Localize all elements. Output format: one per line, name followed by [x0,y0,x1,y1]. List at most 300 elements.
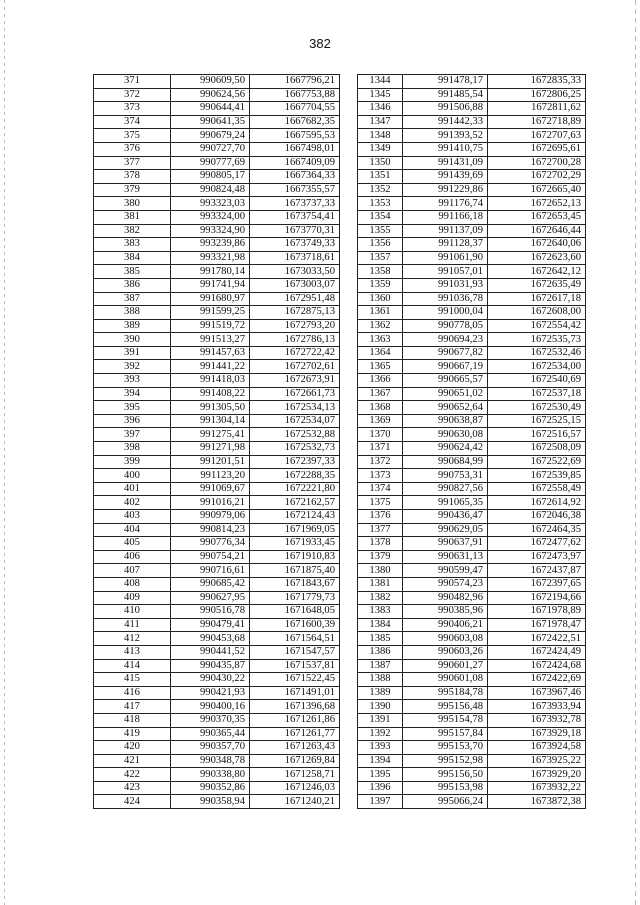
x-coordinate-cell: 991439,69 [403,170,488,184]
column-separator [340,142,358,156]
point-number-cell: 396 [94,414,171,428]
point-number-cell: 1363 [358,333,403,347]
y-coordinate-cell: 1672652,13 [488,197,586,211]
x-coordinate-cell: 991036,78 [403,292,488,306]
x-coordinate-cell: 990630,08 [403,428,488,442]
point-number-cell: 388 [94,306,171,320]
y-coordinate-cell: 1671978,89 [488,605,586,619]
y-coordinate-cell: 1671491,01 [250,686,340,700]
x-coordinate-cell: 991506,88 [403,102,488,116]
table-row [94,387,586,401]
column-separator [340,102,358,116]
point-number-cell: 1388 [358,673,403,687]
column-separator [340,605,358,619]
point-number-cell: 392 [94,360,171,374]
y-coordinate-cell: 1672673,91 [250,374,340,388]
y-coordinate-cell: 1673924,58 [488,741,586,755]
point-number-cell: 385 [94,265,171,279]
column-separator [340,333,358,347]
y-coordinate-cell: 1667595,53 [250,129,340,143]
x-coordinate-cell: 990482,96 [403,591,488,605]
x-coordinate-cell: 991031,93 [403,278,488,292]
column-separator [340,306,358,320]
table-row [94,265,586,279]
x-coordinate-cell: 990624,42 [403,442,488,456]
y-coordinate-cell: 1672046,38 [488,510,586,524]
point-number-cell: 1357 [358,251,403,265]
x-coordinate-cell: 990824,48 [171,183,250,197]
x-coordinate-cell: 990609,50 [171,75,250,89]
y-coordinate-cell: 1673770,31 [250,224,340,238]
table-row [94,455,586,469]
point-number-cell: 1369 [358,414,403,428]
y-coordinate-cell: 1672516,57 [488,428,586,442]
point-number-cell: 1376 [358,510,403,524]
column-separator [340,618,358,632]
x-coordinate-cell: 991485,54 [403,88,488,102]
x-coordinate-cell: 990370,35 [171,713,250,727]
point-number-cell: 1386 [358,645,403,659]
point-number-cell: 377 [94,156,171,170]
x-coordinate-cell: 991441,22 [171,360,250,374]
column-separator [340,523,358,537]
point-number-cell: 401 [94,482,171,496]
column-separator [340,238,358,252]
table-row [94,741,586,755]
column-separator [340,591,358,605]
table-row [94,754,586,768]
y-coordinate-cell: 1672508,09 [488,442,586,456]
column-separator [340,346,358,360]
y-coordinate-cell: 1671779,73 [250,591,340,605]
x-coordinate-cell: 991305,50 [171,401,250,415]
y-coordinate-cell: 1672162,57 [250,496,340,510]
y-coordinate-cell: 1673933,94 [488,700,586,714]
y-coordinate-cell: 1672288,35 [250,469,340,483]
table-row [94,374,586,388]
x-coordinate-cell: 991513,27 [171,333,250,347]
x-coordinate-cell: 991680,97 [171,292,250,306]
table-row [94,537,586,551]
point-number-cell: 386 [94,278,171,292]
y-coordinate-cell: 1673737,33 [250,197,340,211]
point-number-cell: 1359 [358,278,403,292]
y-coordinate-cell: 1672623,60 [488,251,586,265]
point-number-cell: 391 [94,346,171,360]
point-number-cell: 1345 [358,88,403,102]
x-coordinate-cell: 995156,48 [403,700,488,714]
point-number-cell: 1385 [358,632,403,646]
y-coordinate-cell: 1673929,18 [488,727,586,741]
column-separator [340,781,358,795]
x-coordinate-cell: 990421,93 [171,686,250,700]
x-coordinate-cell: 990601,27 [403,659,488,673]
x-coordinate-cell: 990776,34 [171,537,250,551]
x-coordinate-cell: 990479,41 [171,618,250,632]
point-number-cell: 376 [94,142,171,156]
point-number-cell: 414 [94,659,171,673]
point-number-cell: 420 [94,741,171,755]
table-row [94,414,586,428]
y-coordinate-cell: 1672532,73 [250,442,340,456]
y-coordinate-cell: 1672695,61 [488,142,586,156]
x-coordinate-cell: 990357,70 [171,741,250,755]
point-number-cell: 379 [94,183,171,197]
y-coordinate-cell: 1672397,33 [250,455,340,469]
x-coordinate-cell: 990716,61 [171,564,250,578]
y-coordinate-cell: 1672554,42 [488,319,586,333]
x-coordinate-cell: 991741,94 [171,278,250,292]
point-number-cell: 411 [94,618,171,632]
y-coordinate-cell: 1667409,09 [250,156,340,170]
x-coordinate-cell: 991016,21 [171,496,250,510]
x-coordinate-cell: 990603,08 [403,632,488,646]
column-separator [340,632,358,646]
point-number-cell: 1361 [358,306,403,320]
x-coordinate-cell: 991057,01 [403,265,488,279]
point-number-cell: 1394 [358,754,403,768]
point-number-cell: 372 [94,88,171,102]
table-row [94,442,586,456]
y-coordinate-cell: 1671261,86 [250,713,340,727]
y-coordinate-cell: 1673929,20 [488,768,586,782]
y-coordinate-cell: 1672539,85 [488,469,586,483]
y-coordinate-cell: 1667704,55 [250,102,340,116]
point-number-cell: 1374 [358,482,403,496]
x-coordinate-cell: 990753,31 [403,469,488,483]
x-coordinate-cell: 995153,70 [403,741,488,755]
point-number-cell: 384 [94,251,171,265]
point-number-cell: 1395 [358,768,403,782]
point-number-cell: 1355 [358,224,403,238]
column-separator [340,768,358,782]
x-coordinate-cell: 990624,56 [171,88,250,102]
y-coordinate-cell: 1671843,67 [250,577,340,591]
x-coordinate-cell: 990338,80 [171,768,250,782]
x-coordinate-cell: 991166,18 [403,210,488,224]
x-coordinate-cell: 991128,37 [403,238,488,252]
y-coordinate-cell: 1672424,68 [488,659,586,673]
y-coordinate-cell: 1673925,22 [488,754,586,768]
table-row [94,469,586,483]
x-coordinate-cell: 990637,91 [403,537,488,551]
x-coordinate-cell: 990652,64 [403,401,488,415]
x-coordinate-cell: 991201,51 [171,455,250,469]
table-row [94,645,586,659]
point-number-cell: 1364 [358,346,403,360]
y-coordinate-cell: 1672718,89 [488,115,586,129]
point-number-cell: 402 [94,496,171,510]
y-coordinate-cell: 1672700,28 [488,156,586,170]
point-number-cell: 1392 [358,727,403,741]
x-coordinate-cell: 990677,82 [403,346,488,360]
y-coordinate-cell: 1672534,07 [250,414,340,428]
y-coordinate-cell: 1672532,88 [250,428,340,442]
point-number-cell: 381 [94,210,171,224]
column-separator [340,224,358,238]
table-row [94,156,586,170]
y-coordinate-cell: 1671648,05 [250,605,340,619]
y-coordinate-cell: 1667682,35 [250,115,340,129]
x-coordinate-cell: 990453,68 [171,632,250,646]
column-separator [340,197,358,211]
table-row [94,713,586,727]
y-coordinate-cell: 1671537,81 [250,659,340,673]
y-coordinate-cell: 1671875,40 [250,564,340,578]
x-coordinate-cell: 991176,74 [403,197,488,211]
point-number-cell: 417 [94,700,171,714]
table-row [94,632,586,646]
y-coordinate-cell: 1672707,63 [488,129,586,143]
column-separator [340,496,358,510]
y-coordinate-cell: 1672642,12 [488,265,586,279]
x-coordinate-cell: 993321,98 [171,251,250,265]
x-coordinate-cell: 990599,47 [403,564,488,578]
y-coordinate-cell: 1673967,46 [488,686,586,700]
x-coordinate-cell: 991457,63 [171,346,250,360]
column-separator [340,374,358,388]
y-coordinate-cell: 1671910,83 [250,550,340,564]
column-separator [340,754,358,768]
y-coordinate-cell: 1672537,18 [488,387,586,401]
point-number-cell: 409 [94,591,171,605]
table-row [94,170,586,184]
x-coordinate-cell: 990400,16 [171,700,250,714]
y-coordinate-cell: 1672477,62 [488,537,586,551]
point-number-cell: 1366 [358,374,403,388]
point-number-cell: 400 [94,469,171,483]
point-number-cell: 1379 [358,550,403,564]
table-row [94,550,586,564]
point-number-cell: 405 [94,537,171,551]
y-coordinate-cell: 1673718,61 [250,251,340,265]
point-number-cell: 1378 [358,537,403,551]
column-separator [340,88,358,102]
y-coordinate-cell: 1672608,00 [488,306,586,320]
table-row [94,360,586,374]
column-separator [340,469,358,483]
x-coordinate-cell: 990827,56 [403,482,488,496]
point-number-cell: 389 [94,319,171,333]
y-coordinate-cell: 1672540,69 [488,374,586,388]
y-coordinate-cell: 1672646,44 [488,224,586,238]
x-coordinate-cell: 990358,94 [171,795,250,809]
point-number-cell: 418 [94,713,171,727]
x-coordinate-cell: 990435,87 [171,659,250,673]
column-separator [340,251,358,265]
x-coordinate-cell: 991780,14 [171,265,250,279]
y-coordinate-cell: 1672535,73 [488,333,586,347]
point-number-cell: 382 [94,224,171,238]
point-number-cell: 1372 [358,455,403,469]
x-coordinate-cell: 991137,09 [403,224,488,238]
x-coordinate-cell: 991123,20 [171,469,250,483]
point-number-cell: 404 [94,523,171,537]
x-coordinate-cell: 990574,23 [403,577,488,591]
x-coordinate-cell: 991408,22 [171,387,250,401]
x-coordinate-cell: 990665,57 [403,374,488,388]
table-row [94,564,586,578]
y-coordinate-cell: 1667364,33 [250,170,340,184]
point-number-cell: 1383 [358,605,403,619]
point-number-cell: 378 [94,170,171,184]
y-coordinate-cell: 1671240,21 [250,795,340,809]
table-row [94,319,586,333]
point-number-cell: 1347 [358,115,403,129]
column-separator [340,741,358,755]
x-coordinate-cell: 995157,84 [403,727,488,741]
x-coordinate-cell: 990352,86 [171,781,250,795]
point-number-cell: 1397 [358,795,403,809]
column-separator [340,210,358,224]
table-row [94,210,586,224]
column-separator [340,482,358,496]
y-coordinate-cell: 1672835,33 [488,75,586,89]
table-row [94,75,586,89]
x-coordinate-cell: 990629,05 [403,523,488,537]
y-coordinate-cell: 1673003,07 [250,278,340,292]
y-coordinate-cell: 1671269,84 [250,754,340,768]
x-coordinate-cell: 990436,47 [403,510,488,524]
table-row [94,496,586,510]
y-coordinate-cell: 1672635,49 [488,278,586,292]
x-coordinate-cell: 991410,75 [403,142,488,156]
x-coordinate-cell: 990441,52 [171,645,250,659]
point-number-cell: 1353 [358,197,403,211]
y-coordinate-cell: 1672534,00 [488,360,586,374]
point-number-cell: 1346 [358,102,403,116]
coordinates-table-body [94,75,586,809]
y-coordinate-cell: 1667796,21 [250,75,340,89]
y-coordinate-cell: 1671522,45 [250,673,340,687]
point-number-cell: 1371 [358,442,403,456]
y-coordinate-cell: 1671246,03 [250,781,340,795]
column-separator [340,659,358,673]
table-row [94,224,586,238]
table-row [94,673,586,687]
column-separator [340,795,358,809]
point-number-cell: 1365 [358,360,403,374]
table-row [94,197,586,211]
point-number-cell: 1391 [358,713,403,727]
x-coordinate-cell: 991275,41 [171,428,250,442]
point-number-cell: 374 [94,115,171,129]
point-number-cell: 415 [94,673,171,687]
y-coordinate-cell: 1671547,57 [250,645,340,659]
x-coordinate-cell: 990679,24 [171,129,250,143]
table-row [94,700,586,714]
column-separator [340,537,358,551]
point-number-cell: 1352 [358,183,403,197]
y-coordinate-cell: 1673754,41 [250,210,340,224]
point-number-cell: 1375 [358,496,403,510]
y-coordinate-cell: 1672124,43 [250,510,340,524]
y-coordinate-cell: 1672221,80 [250,482,340,496]
x-coordinate-cell: 990778,05 [403,319,488,333]
point-number-cell: 399 [94,455,171,469]
y-coordinate-cell: 1672558,49 [488,482,586,496]
column-separator [340,292,358,306]
column-separator [340,387,358,401]
y-coordinate-cell: 1672437,87 [488,564,586,578]
x-coordinate-cell: 990651,02 [403,387,488,401]
column-separator [340,713,358,727]
y-coordinate-cell: 1671396,68 [250,700,340,714]
x-coordinate-cell: 990603,26 [403,645,488,659]
x-coordinate-cell: 990638,87 [403,414,488,428]
page-number: 382 [309,36,331,51]
point-number-cell: 380 [94,197,171,211]
point-number-cell: 1390 [358,700,403,714]
column-separator [340,401,358,415]
table-row [94,306,586,320]
point-number-cell: 387 [94,292,171,306]
point-number-cell: 375 [94,129,171,143]
column-separator [340,414,358,428]
point-number-cell: 1373 [358,469,403,483]
point-number-cell: 383 [94,238,171,252]
x-coordinate-cell: 990814,23 [171,523,250,537]
point-number-cell: 1349 [358,142,403,156]
y-coordinate-cell: 1672702,29 [488,170,586,184]
point-number-cell: 403 [94,510,171,524]
column-separator [340,673,358,687]
table-row [94,523,586,537]
y-coordinate-cell: 1672653,45 [488,210,586,224]
x-coordinate-cell: 990601,08 [403,673,488,687]
y-coordinate-cell: 1672464,35 [488,523,586,537]
y-coordinate-cell: 1673872,38 [488,795,586,809]
y-coordinate-cell: 1671978,47 [488,618,586,632]
y-coordinate-cell: 1672532,46 [488,346,586,360]
y-coordinate-cell: 1671261,77 [250,727,340,741]
y-coordinate-cell: 1672793,20 [250,319,340,333]
table-row [94,686,586,700]
x-coordinate-cell: 991000,04 [403,306,488,320]
x-coordinate-cell: 991478,17 [403,75,488,89]
point-number-cell: 371 [94,75,171,89]
y-coordinate-cell: 1672811,62 [488,102,586,116]
column-separator [340,645,358,659]
point-number-cell: 407 [94,564,171,578]
table-row [94,333,586,347]
column-separator [340,115,358,129]
column-separator [340,577,358,591]
y-coordinate-cell: 1671258,71 [250,768,340,782]
y-coordinate-cell: 1672665,40 [488,183,586,197]
y-coordinate-cell: 1667753,88 [250,88,340,102]
table-row [94,292,586,306]
x-coordinate-cell: 990644,41 [171,102,250,116]
y-coordinate-cell: 1673932,22 [488,781,586,795]
point-number-cell: 416 [94,686,171,700]
point-number-cell: 1368 [358,401,403,415]
point-number-cell: 1387 [358,659,403,673]
x-coordinate-cell: 990365,44 [171,727,250,741]
table-row [94,781,586,795]
y-coordinate-cell: 1672806,25 [488,88,586,102]
point-number-cell: 393 [94,374,171,388]
x-coordinate-cell: 991229,86 [403,183,488,197]
y-coordinate-cell: 1671933,45 [250,537,340,551]
column-separator [340,265,358,279]
x-coordinate-cell: 990684,99 [403,455,488,469]
x-coordinate-cell: 991271,98 [171,442,250,456]
x-coordinate-cell: 993323,03 [171,197,250,211]
column-separator [340,360,358,374]
column-separator [340,75,358,89]
x-coordinate-cell: 995153,98 [403,781,488,795]
